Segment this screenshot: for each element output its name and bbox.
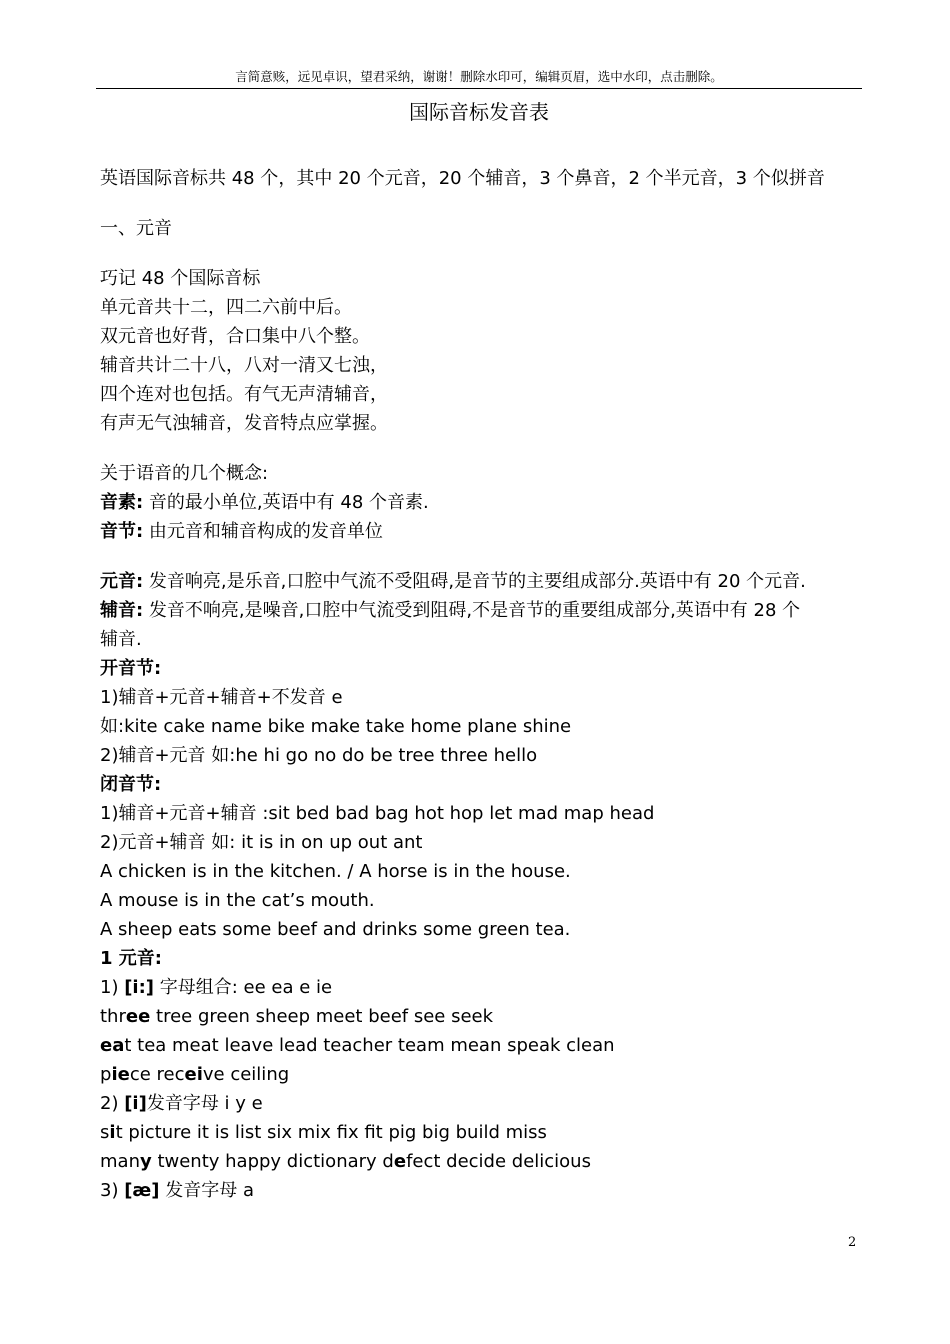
example-sentence: A mouse is in the cat’s mouth.	[100, 890, 375, 911]
concept-syllable: 音节: 由元音和辅音构成的发音单位	[100, 521, 383, 542]
poem-line: 巧记 48 个国际音标	[100, 268, 261, 289]
page-header-watermark[interactable]: 言简意赅，远见卓识，望君采纳，谢谢！删除水印可，编辑页眉，选中水印，点击删除。	[235, 69, 723, 84]
vowel-i-long-examples: piece receive ceiling	[100, 1064, 290, 1085]
vowel-i-long-heading: 1) [i:] 字母组合: ee ea e ie	[100, 977, 333, 998]
vowels-subheading: 1 元音:	[100, 948, 162, 969]
example-sentence: A chicken is in the kitchen. / A horse is in the house.	[100, 861, 571, 882]
vowel-definition: 元音: 发音响亮,是乐音,口腔中气流不受阻碍,是音节的主要组成部分.英语中有 20 个元音.	[100, 571, 806, 592]
document-title: 国际音标发音表	[409, 100, 549, 124]
page-number: 2	[848, 1235, 857, 1250]
header-rule	[96, 88, 862, 89]
vowel-i-short-heading: 2) [i]发音字母 i y e	[100, 1093, 263, 1114]
concepts-heading: 关于语音的几个概念:	[100, 463, 269, 484]
poem-line: 四个连对也包括。有气无声清辅音，	[100, 384, 388, 405]
example-sentence: A sheep eats some beef and drinks some green tea.	[100, 919, 571, 940]
concept-phoneme: 音素: 音的最小单位,英语中有 48 个音素.	[100, 492, 429, 513]
open-syllable-rule1: 1)辅音+元音+辅音+不发音 e	[100, 687, 343, 708]
open-syllable-rule2: 2)辅音+元音 如:he hi go no do be tree three hello	[100, 745, 538, 766]
vowel-ae-heading: 3) [æ] 发音字母 a	[100, 1180, 255, 1201]
vowel-i-long-examples: three tree green sheep meet beef see seek	[100, 1006, 494, 1027]
poem-line: 双元音也好背，合口集中八个整。	[100, 326, 370, 347]
vowel-i-short-examples: sit picture it is list six mix fix fit pig big build miss	[100, 1122, 547, 1143]
closed-syllable-heading: 闭音节:	[100, 774, 162, 795]
consonant-definition-cont: 辅音.	[100, 629, 142, 650]
open-syllable-heading: 开音节:	[100, 658, 162, 679]
open-syllable-rule1-examples: 如:kite cake name bike make take home plane shine	[100, 716, 572, 737]
poem-line: 单元音共十二，四二六前中后。	[100, 297, 352, 318]
vowel-i-long-examples: eat tea meat leave lead teacher team mean speak clean	[100, 1035, 615, 1056]
vowel-i-short-examples: many twenty happy dictionary defect decide delicious	[100, 1151, 591, 1172]
poem-line: 有声无气浊辅音，发音特点应掌握。	[100, 413, 388, 434]
closed-syllable-rule1: 1)辅音+元音+辅音 :sit bed bad bag hot hop let mad map head	[100, 803, 655, 824]
section-heading-vowels: 一、元音	[100, 218, 172, 239]
document-body	[100, 164, 870, 1205]
consonant-definition: 辅音: 发音不响亮,是噪音,口腔中气流受到阻碍,不是音节的重要组成部分,英语中有 28 个	[100, 600, 801, 621]
intro-line: 英语国际音标共 48 个，其中 20 个元音，20 个辅音，3 个鼻音，2 个半元音，3 个似拼音	[100, 168, 825, 189]
poem-line: 辅音共计二十八，八对一清又七浊，	[100, 355, 388, 376]
closed-syllable-rule2: 2)元音+辅音 如: it is in on up out ant	[100, 832, 423, 853]
